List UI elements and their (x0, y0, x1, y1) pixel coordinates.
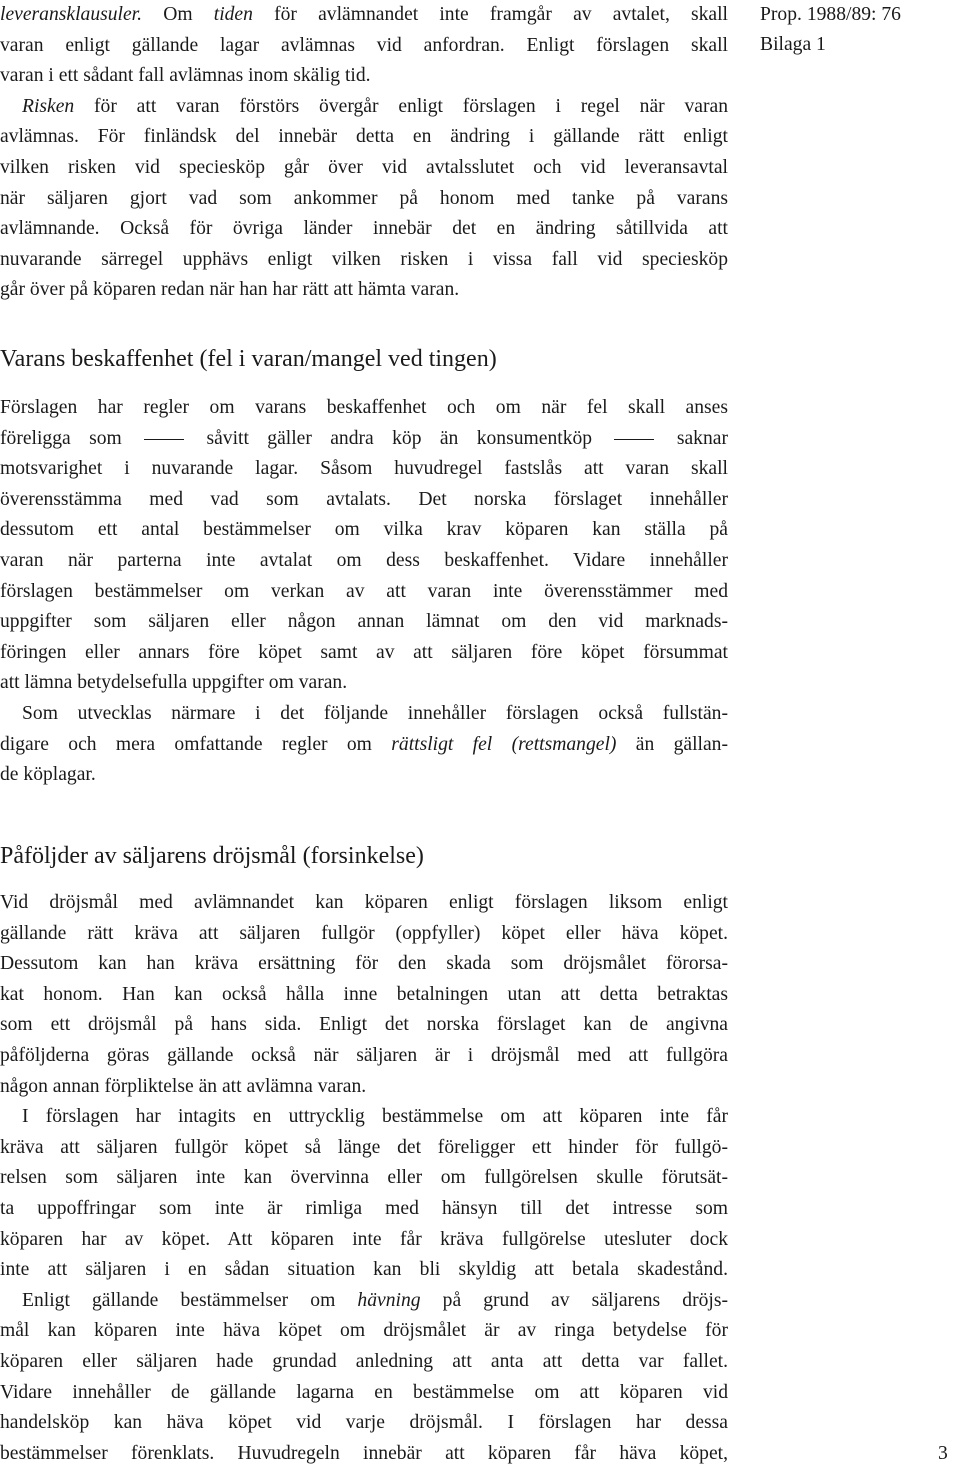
text-line (0, 1286, 728, 1316)
text-run: avlämnande. Också för övriga länder innebär det en ändring såtillvida att (0, 218, 728, 240)
text-line (0, 1347, 728, 1377)
text-run: motsvarighet i nuvarande lagar. Såsom huvudregel fastslås att varan skall (0, 458, 728, 480)
page-number: 3 (938, 1443, 948, 1464)
text-line (0, 760, 728, 790)
text-run: föringen eller annars före köpet samt av att säljaren före köpet försummat (0, 641, 728, 663)
text-line (0, 1408, 728, 1438)
text-line (0, 1102, 728, 1132)
em-dash (614, 439, 654, 440)
text-run: inte att säljaren i en sådan situation kan bli skyldig att betala skadestånd. (0, 1259, 728, 1281)
text-run: för att varan förstörs övergår enligt förslagen i regel när varan (74, 95, 728, 117)
text-run: Vidare innehåller de gällande lagarna en bestämmelse om att köparen vid (0, 1381, 728, 1403)
text-line (0, 61, 728, 91)
text-run: såvitt gäller andra köp än konsumentköp (206, 427, 593, 449)
text-line (0, 31, 728, 61)
text-line (0, 1010, 728, 1040)
text-line (0, 275, 728, 305)
text-run: förslagen bestämmelser om verkan av att varan inte överensstämmer med (0, 580, 728, 602)
text-run: I förslagen har intagits en uttrycklig bestämmelse om att köparen inte får (22, 1106, 728, 1128)
text-run: uppgifter som säljaren eller någon annan lämnat om den vid marknads- (0, 611, 728, 633)
text-line (0, 1133, 728, 1163)
text-run: saknar (676, 427, 728, 449)
section-heading-paföljder: Påföljder av säljarens dröjsmål (forsinkelse) (0, 843, 424, 869)
emphasized-text: hävning (357, 1289, 421, 1311)
text-run: kat honom. Han kan också hålla inne betalningen utan att detta betraktas (0, 983, 728, 1005)
text-run: digare och mera omfattande regler om (0, 733, 392, 755)
text-run: de köplagar. (0, 764, 96, 786)
text-run: Om (142, 4, 214, 25)
text-run: köparen har av köpet. Att köparen inte får kräva fullgörelse utesluter dock (0, 1228, 728, 1250)
text-line (0, 577, 728, 607)
text-run: Som utvecklas närmare i det följande innehåller förslagen också fullstän- (22, 703, 728, 724)
text-run: köparen eller säljaren hade grundad anledning att anta att detta var fallet. (0, 1351, 728, 1372)
text-line (0, 607, 728, 637)
text-line (0, 1439, 728, 1469)
text-line (0, 153, 728, 183)
text-run: relsen som säljaren inte kan övervinna eller om fullgörelsen skulle förutsät- (0, 1167, 728, 1189)
emphasized-text: leveransklausuler. (0, 4, 143, 25)
text-run: varan när parterna inte avtalat om dess beskaffenhet. Vidare innehåller (0, 550, 728, 571)
text-run: vilken risken vid speciesköp går över vid avtalsslutet och vid leveransavtal (0, 157, 728, 178)
text-line (0, 1163, 728, 1193)
text-line (0, 980, 728, 1010)
text-line (0, 699, 728, 729)
text-line (0, 393, 728, 423)
em-dash (144, 439, 184, 440)
text-line (0, 1194, 728, 1224)
text-line (0, 668, 728, 698)
text-line (0, 949, 728, 979)
text-run: gällande rätt kräva att säljaren fullgör (oppfyller) köpet eller häva köpet. (0, 922, 728, 944)
text-line (0, 245, 728, 275)
text-line (0, 1041, 728, 1071)
text-run: när säljaren gjort vad som ankommer på honom med tanke på varans (0, 187, 728, 209)
appendix-label: Bilaga 1 (760, 34, 826, 55)
emphasized-text: tiden (213, 4, 253, 25)
text-line (0, 0, 728, 30)
emphasized-text: rättsligt fel (rettsmangel) (391, 733, 617, 755)
text-line (0, 638, 728, 668)
text-line (0, 1378, 728, 1408)
text-run: Enligt gällande bestämmelser om (22, 1289, 358, 1311)
text-line (0, 424, 728, 454)
text-run: varan i ett sådant fall avlämnas inom skälig tid. (0, 65, 371, 87)
text-run: Vid dröjsmål med avlämnandet kan köparen enligt förslagen liksom enligt (0, 892, 728, 913)
emphasized-text: Risken (22, 95, 75, 117)
text-run: Förslagen har regler om varans beskaffenhet och om när fel skall anses (0, 397, 728, 418)
text-run: varan enligt gällande lagar avlämnas vid anfordran. Enligt förslagen skall (0, 34, 728, 56)
text-run: på grund av säljarens dröjs- (420, 1289, 728, 1311)
text-line (0, 454, 728, 484)
text-run: mål kan köparen inte häva köpet om dröjsmålet är av ringa betydelse för (0, 1320, 728, 1342)
text-run: nuvarande särregel upphävs enligt vilken risken i vissa fall vid speciesköp (0, 248, 728, 270)
text-line (0, 1255, 728, 1285)
text-run: Dessutom kan han kräva ersättning för den skada som dröjsmålet förorsa- (0, 953, 728, 975)
text-run: avlämnas. För finländsk del innebär detta en ändring i gällande rätt enligt (0, 126, 728, 148)
text-run: föreligga som (0, 427, 122, 449)
text-run: att lämna betydelsefulla uppgifter om varan. (0, 672, 348, 694)
text-line (0, 919, 728, 949)
text-run: överensstämma med vad som avtalats. Det norska förslaget innehåller (0, 488, 728, 510)
text-line (0, 214, 728, 244)
text-run: handelsköp kan häva köpet vid varje dröjsmål. I förslagen har dessa (0, 1412, 728, 1434)
text-line (0, 546, 728, 576)
text-line (0, 485, 728, 515)
text-line (0, 184, 728, 214)
text-run: dessutom ett antal bestämmelser om vilka krav köparen kan ställa på (0, 519, 728, 541)
text-line (0, 515, 728, 545)
text-run: än gällan- (616, 733, 728, 755)
section-heading-varans-beskaffenhet: Varans beskaffenhet (fel i varan/mangel ved tingen) (0, 346, 497, 372)
text-run: ta uppoffringar som inte är rimliga med hänsyn till det intresse som (0, 1198, 728, 1219)
text-run: går över på köparen redan när han har rätt att hämta varan. (0, 279, 460, 301)
text-run: någon annan förpliktelse än att avlämna varan. (0, 1075, 367, 1097)
text-line (0, 122, 728, 152)
text-line (0, 1316, 728, 1346)
text-line (0, 730, 728, 760)
text-run: för avlämnandet inte framgår av avtalet, skall (252, 4, 729, 25)
text-line (0, 92, 728, 122)
text-run: som ett dröjsmål på hans sida. Enligt det norska förslaget kan de angivna (0, 1014, 728, 1036)
text-run: kräva att säljaren fullgör köpet så länge det föreligger ett hinder för fullgö- (0, 1136, 728, 1158)
text-line (0, 1072, 728, 1102)
proposition-reference: Prop. 1988/89: 76 (760, 4, 901, 25)
text-line (0, 1225, 728, 1255)
text-run: bestämmelser förenklats. Huvudregeln innebär att köparen får häva köpet, (0, 1442, 728, 1464)
margin-note (760, 0, 901, 60)
text-line (0, 888, 728, 918)
text-run: påföljderna göras gällande också när säljaren är i dröjsmål med att fullgöra (0, 1045, 728, 1066)
